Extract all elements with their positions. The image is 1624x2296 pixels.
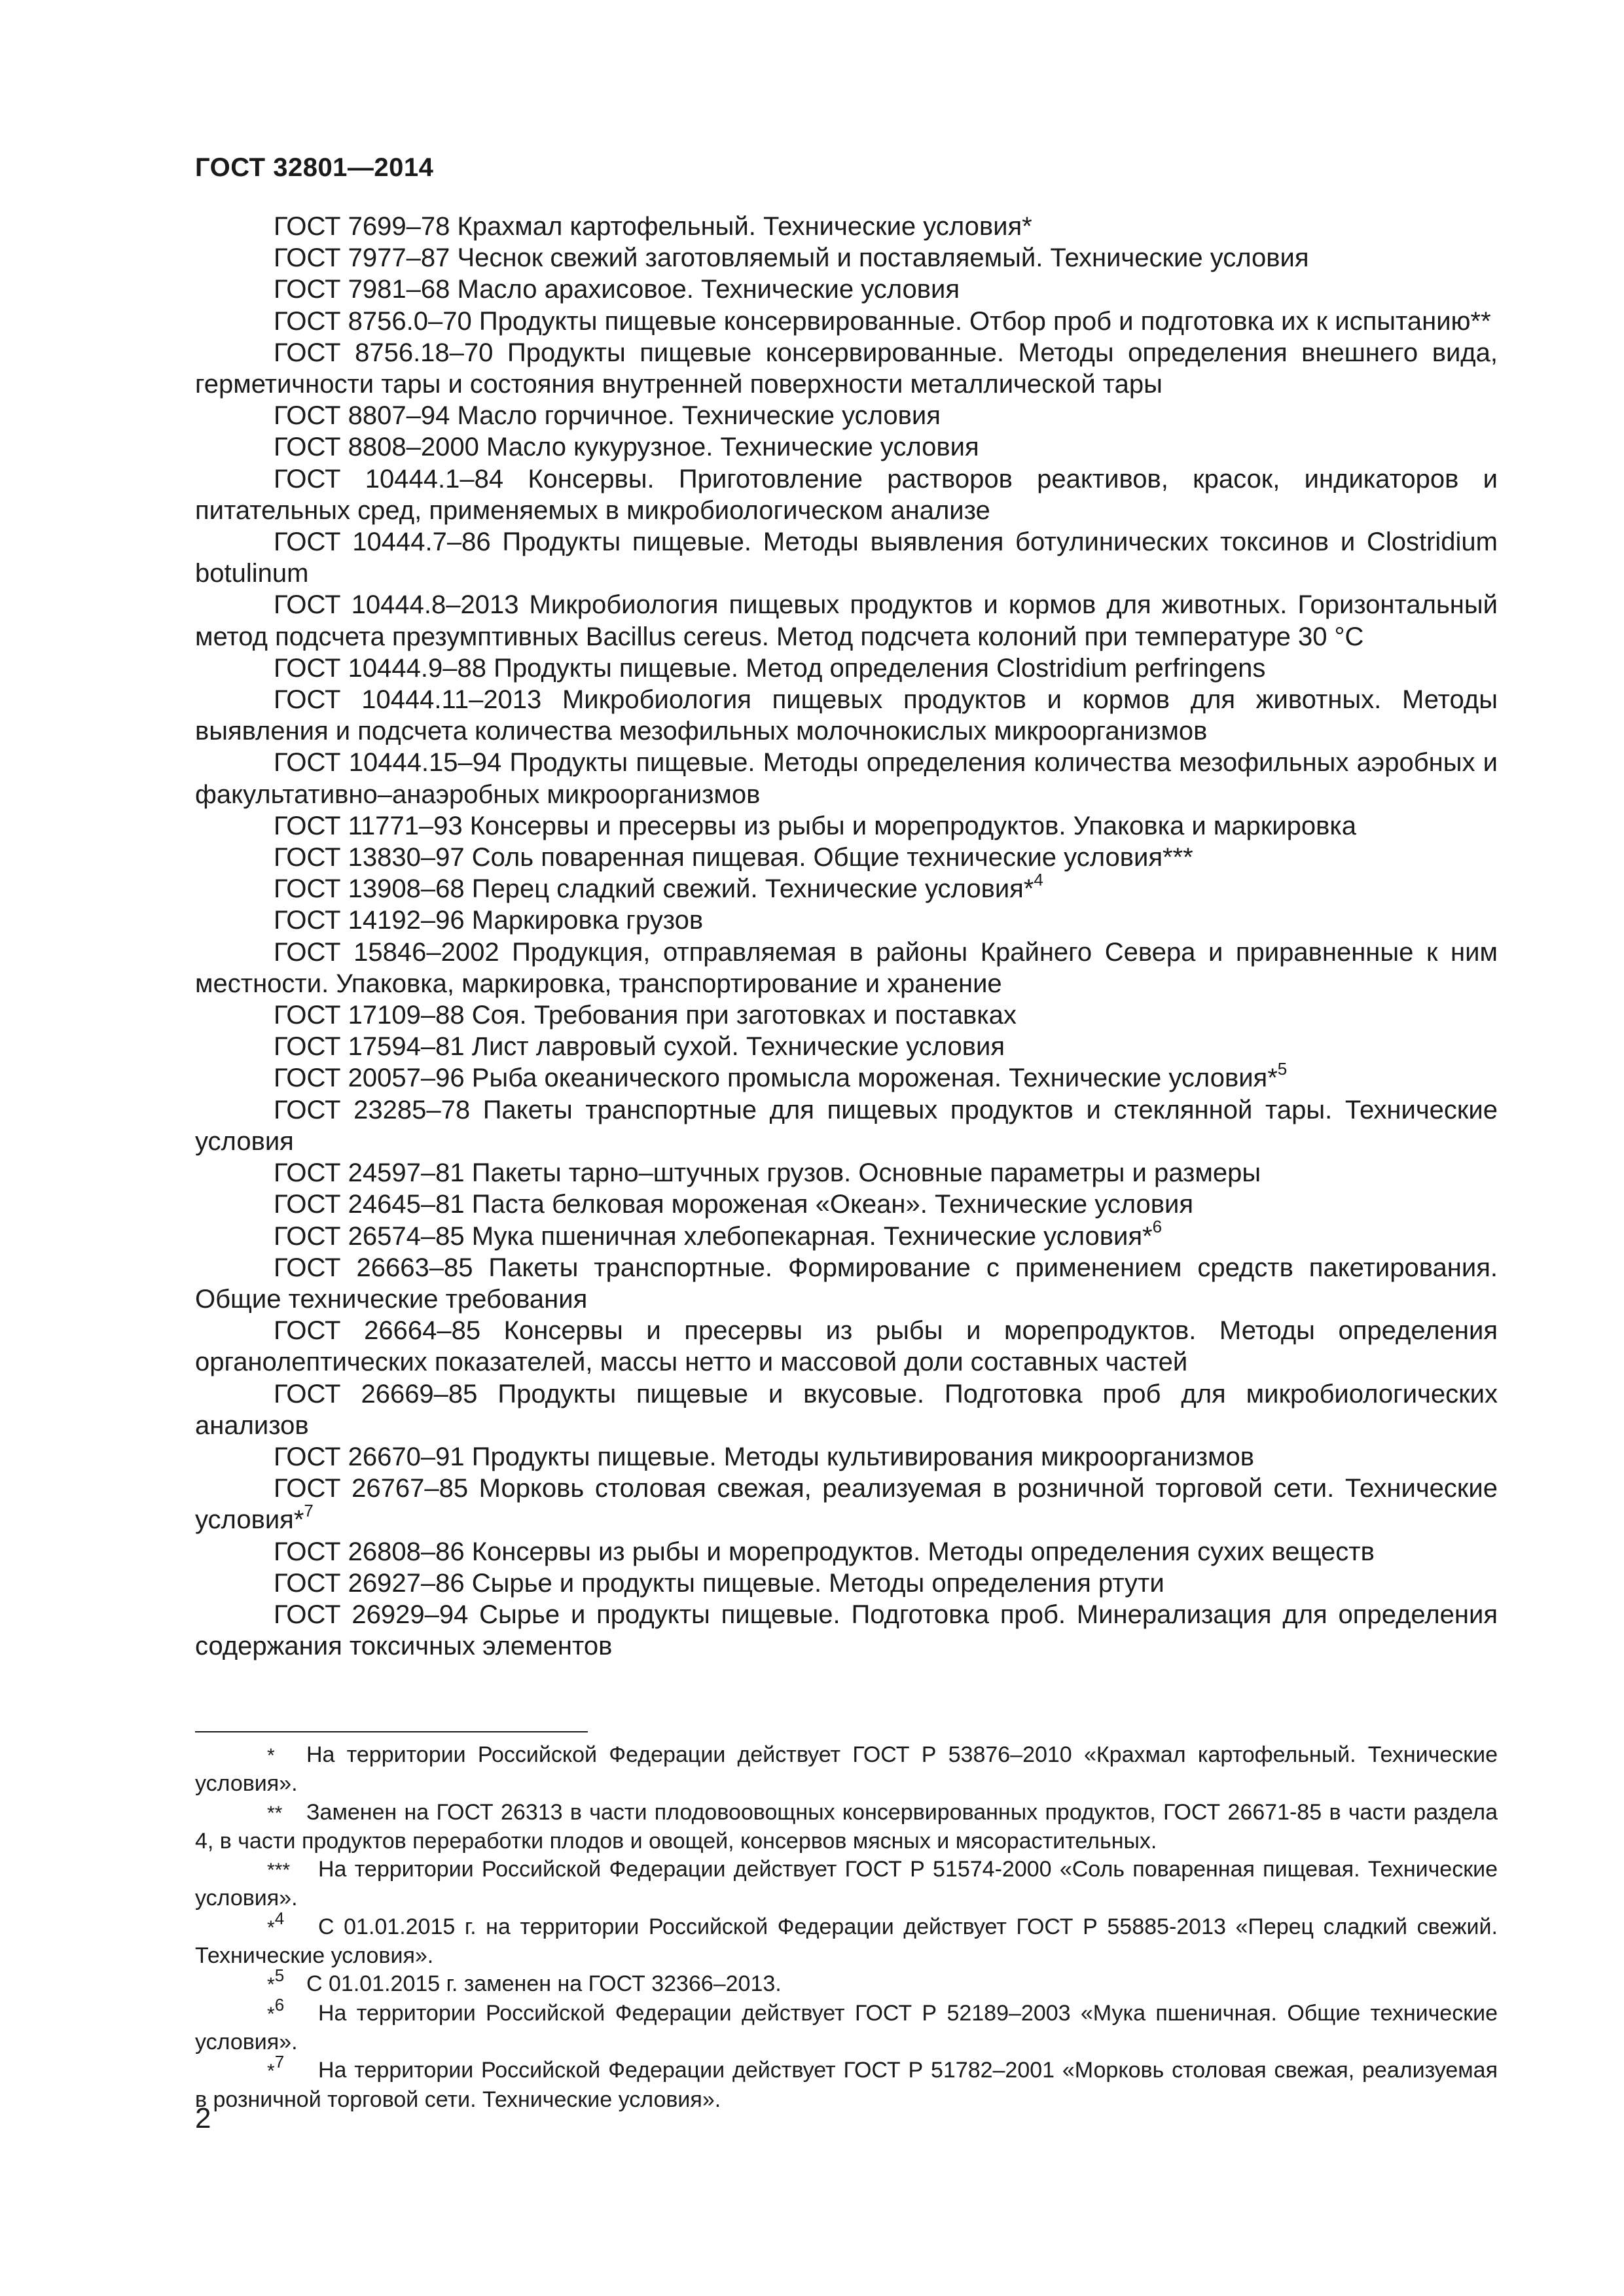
footnote-item xyxy=(195,1965,1498,1999)
footnote-mark-symbol: * xyxy=(267,1916,275,1939)
reference-text: ГОСТ 26808–86 Консервы из рыбы и морепродуктов. Методы определения сухих веществ xyxy=(274,1537,1375,1566)
footnote-item xyxy=(195,1799,1498,1856)
footnote-item xyxy=(195,1908,1498,1971)
footnote-mark-sup: 5 xyxy=(274,1965,285,1986)
reference-item xyxy=(195,1315,1498,1378)
footnotes-section xyxy=(195,1741,1498,2114)
reference-item xyxy=(195,337,1498,400)
reference-text: ГОСТ 8756.0–70 Продукты пищевые консервированные. Отбор проб и подготовка их к испытанию** xyxy=(274,306,1491,336)
footnote-mark xyxy=(267,2052,318,2085)
reference-item xyxy=(195,905,1498,936)
reference-text: ГОСТ 26574–85 Мука пшеничная хлебопекарная. Технические условия* xyxy=(274,1221,1153,1251)
reference-sup: 5 xyxy=(1277,1059,1288,1079)
reference-item xyxy=(195,747,1498,810)
footnote-text: На территории Российской Федерации действует ГОСТ Р 51574-2000 «Соль поваренная пищевая. Технические условия». xyxy=(195,1857,1498,1911)
reference-text: ГОСТ 7699–78 Крахмал картофельный. Технические условия* xyxy=(274,212,1032,241)
normative-references-list xyxy=(195,211,1498,1662)
reference-item xyxy=(195,1473,1498,1535)
reference-item xyxy=(195,1536,1498,1568)
reference-text: ГОСТ 26929–94 Сырье и продукты пищевые. Подготовка проб. Минерализация для определения содержания токсичных элементов xyxy=(195,1600,1498,1661)
footnote-mark-symbol: ** xyxy=(267,1802,283,1824)
reference-text: ГОСТ 26670–91 Продукты пищевые. Методы культивирования микроорганизмов xyxy=(274,1442,1255,1471)
footnote-mark-symbol: * xyxy=(267,2003,275,2025)
footnote-mark-sup: 4 xyxy=(274,1908,285,1928)
reference-item xyxy=(195,684,1498,747)
reference-item xyxy=(195,526,1498,589)
reference-item xyxy=(195,242,1498,274)
reference-item xyxy=(195,810,1498,842)
page-header-doc-id: ГОСТ 32801—2014 xyxy=(195,153,434,182)
footnote-mark-symbol: * xyxy=(267,2060,275,2083)
reference-text: ГОСТ 10444.9–88 Продукты пищевые. Метод определения Clostridium perfringens xyxy=(274,653,1266,683)
reference-item xyxy=(195,1599,1498,1662)
footnote-mark xyxy=(267,1994,318,2028)
reference-sup: 4 xyxy=(1034,869,1043,889)
reference-text: ГОСТ 24597–81 Пакеты тарно–штучных грузов. Основные параметры и размеры xyxy=(274,1158,1261,1188)
reference-text: ГОСТ 24645–81 Паста белковая мороженая «Океан». Технические условия xyxy=(274,1190,1194,1219)
reference-text: ГОСТ 10444.7–86 Продукты пищевые. Методы выявления ботулинических токсинов и Clostridium botulinum xyxy=(195,528,1498,588)
reference-sup: 7 xyxy=(304,1501,314,1520)
reference-item xyxy=(195,842,1498,873)
reference-text: ГОСТ 26767–85 Морковь столовая свежая, реализуемая в розничной торговой сети. Технические условия* xyxy=(195,1474,1498,1535)
footnote-mark-sup: 7 xyxy=(274,2052,285,2072)
footnote-mark xyxy=(267,1799,306,1827)
reference-text: ГОСТ 8756.18–70 Продукты пищевые консервированные. Методы определения внешнего вида, герметичности тары и состояния внутренней поверхности металлической тары xyxy=(195,338,1498,399)
reference-text: ГОСТ 13830–97 Соль поваренная пищевая. Общие технические условия*** xyxy=(274,843,1193,872)
footnote-item xyxy=(195,1856,1498,1913)
reference-item xyxy=(195,431,1498,463)
reference-text: ГОСТ 15846–2002 Продукция, отправляемая в районы Крайнего Севера и приравненные к ним местности. Упаковка, маркировка, транспортирование и хранение xyxy=(195,937,1498,998)
reference-item xyxy=(195,1252,1498,1315)
reference-text: ГОСТ 20057–96 Рыба океанического промысла мороженая. Технические условия* xyxy=(274,1064,1278,1093)
reference-text: ГОСТ 26669–85 Продукты пищевые и вкусовые. Подготовка проб для микробиологических анализов xyxy=(195,1379,1498,1440)
reference-item xyxy=(195,589,1498,652)
reference-item xyxy=(195,211,1498,242)
reference-text: ГОСТ 8807–94 Масло горчичное. Технические условия xyxy=(274,401,941,431)
reference-item xyxy=(195,869,1498,905)
reference-item xyxy=(195,1059,1498,1094)
reference-text: ГОСТ 17109–88 Соя. Требования при заготовках и поставках xyxy=(274,1001,1017,1030)
footnote-mark-symbol: * xyxy=(267,1974,275,1996)
footnote-mark xyxy=(267,1965,306,1999)
reference-item xyxy=(195,1217,1498,1252)
reference-item xyxy=(195,1031,1498,1062)
footnote-text: Заменен на ГОСТ 26313 в части плодовоовощных консервированных продуктов, ГОСТ 26671-85 в части раздела 4, в части продуктов переработки плодов и овощей, консервов мясных и мясорастительных. xyxy=(195,1799,1498,1854)
reference-text: ГОСТ 17594–81 Лист лавровый сухой. Технические условия xyxy=(274,1032,1005,1062)
reference-text: ГОСТ 26927–86 Сырье и продукты пищевые. Методы определения ртути xyxy=(274,1568,1164,1598)
footnote-mark xyxy=(267,1742,306,1770)
footnote-item xyxy=(195,1994,1498,2057)
footnote-text: На территории Российской Федерации действует ГОСТ Р 52189–2003 «Мука пшеничная. Общие технические условия». xyxy=(195,2000,1498,2054)
reference-text: ГОСТ 10444.15–94 Продукты пищевые. Методы определения количества мезофильных аэробных и факультативно–анаэробных микроорганизмов xyxy=(195,748,1498,809)
reference-item xyxy=(195,1441,1498,1473)
reference-text: ГОСТ 13908–68 Перец сладкий свежий. Технические условия* xyxy=(274,874,1034,904)
reference-text: ГОСТ 26664–85 Консервы и пресервы из рыбы и морепродуктов. Методы определения органолептических показателей, массы нетто и массовой доли составных частей xyxy=(195,1316,1498,1377)
footnote-mark-symbol: *** xyxy=(267,1859,291,1882)
reference-item xyxy=(195,1568,1498,1599)
reference-item xyxy=(195,653,1498,684)
footnote-item xyxy=(195,2052,1498,2114)
footnote-text: С 01.01.2015 г. на территории Российской Федерации действует ГОСТ Р 55885-2013 «Перец сладкий свежий. Технические условия». xyxy=(195,1914,1498,1969)
reference-text: ГОСТ 10444.1–84 Консервы. Приготовление растворов реактивов, красок, индикаторов и питательных сред, применяемых в микробиологическом анализе xyxy=(195,464,1498,525)
footnote-mark-sup: 6 xyxy=(274,1994,285,2015)
footnote-item xyxy=(195,1741,1498,1799)
footnote-text: На территории Российской Федерации действует ГОСТ Р 51782–2001 «Морковь столовая свежая, реализуемая в розничной торговой сети. Технические условия». xyxy=(195,2058,1498,2112)
reference-text: ГОСТ 7977–87 Чеснок свежий заготовляемый и поставляемый. Технические условия xyxy=(274,243,1309,273)
footnote-separator xyxy=(195,1731,588,1732)
reference-text: ГОСТ 23285–78 Пакеты транспортные для пищевых продуктов и стеклянной тары. Технические условия xyxy=(195,1095,1498,1156)
reference-text: ГОСТ 7981–68 Масло арахисовое. Технические условия xyxy=(274,275,960,304)
reference-text: ГОСТ 26663–85 Пакеты транспортные. Формирование с применением средств пакетирования. Общие технические требования xyxy=(195,1253,1498,1314)
footnote-mark xyxy=(267,1908,318,1942)
reference-item xyxy=(195,400,1498,431)
reference-item xyxy=(195,937,1498,999)
reference-text: ГОСТ 14192–96 Маркировка грузов xyxy=(274,906,704,935)
reference-item xyxy=(195,463,1498,526)
reference-text: ГОСТ 10444.11–2013 Микробиология пищевых продуктов и кормов для животных. Методы выявления и подсчета количества мезофильных молочнокислых микроорганизмов xyxy=(195,685,1498,746)
reference-item xyxy=(195,999,1498,1031)
footnote-mark-symbol: * xyxy=(267,1745,275,1767)
reference-text: ГОСТ 10444.8–2013 Микробиология пищевых продуктов и кормов для животных. Горизонтальный метод подсчета презумптивных Bacillus cereus. Метод подсчета колоний при температуре 30 °С xyxy=(195,590,1498,651)
footnote-text: С 01.01.2015 г. заменен на ГОСТ 32366–2013. xyxy=(306,1971,782,1997)
reference-item xyxy=(195,274,1498,305)
reference-item xyxy=(195,1157,1498,1189)
footnote-text: На территории Российской Федерации действует ГОСТ Р 53876–2010 «Крахмал картофельный. Технические условия». xyxy=(195,1742,1498,1797)
reference-text: ГОСТ 8808–2000 Масло кукурузное. Технические условия xyxy=(274,433,979,462)
reference-item xyxy=(195,1094,1498,1157)
reference-item xyxy=(195,1189,1498,1220)
page-number: 2 xyxy=(195,2102,211,2134)
footnote-mark xyxy=(267,1856,318,1884)
reference-item xyxy=(195,306,1498,337)
reference-text: ГОСТ 11771–93 Консервы и пресервы из рыбы и морепродуктов. Упаковка и маркировка xyxy=(274,811,1356,840)
reference-item xyxy=(195,1378,1498,1441)
reference-sup: 6 xyxy=(1152,1217,1163,1237)
